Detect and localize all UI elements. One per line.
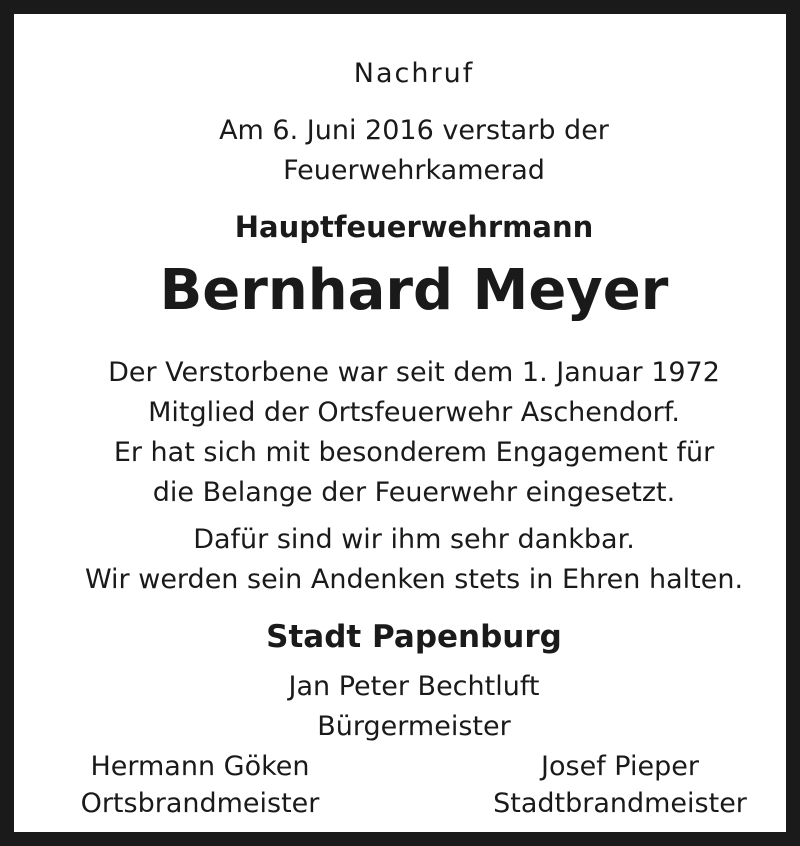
closing-line-1: Dafür sind wir ihm sehr dankbar.: [193, 524, 635, 555]
body-line-1: Der Verstorbene war seit dem 1. Januar 1972: [108, 357, 720, 388]
closing-line-2: Wir werden sein Andenken stets in Ehren halten.: [84, 564, 744, 595]
right-signatory-name: Josef Pieper: [541, 751, 699, 782]
body-line-2: Mitglied der Ortsfeuerwehr Aschendorf.: [148, 397, 680, 428]
deceased-rank: Hauptfeuerwehrmann: [234, 210, 594, 244]
left-signatory-title: Ortsbrandmeister: [80, 788, 320, 819]
intro-line-1: Am 6. Juni 2016 verstarb der: [219, 115, 609, 146]
intro-line-2: Feuerwehrkamerad: [283, 155, 545, 186]
left-signatory-name: Hermann Göken: [90, 751, 310, 782]
organization-name: Stadt Papenburg: [266, 619, 562, 655]
body-line-3: Er hat sich mit besonderem Engagement für: [113, 437, 715, 468]
mayor-title: Bürgermeister: [317, 711, 511, 742]
deceased-name: Bernhard Meyer: [159, 258, 669, 323]
body-line-4: die Belange der Feuerwehr eingesetzt.: [152, 477, 676, 508]
notice-heading: Nachruf: [353, 58, 475, 89]
mayor-name: Jan Peter Bechtluft: [288, 671, 540, 702]
right-signatory-title: Stadtbrandmeister: [493, 788, 747, 819]
